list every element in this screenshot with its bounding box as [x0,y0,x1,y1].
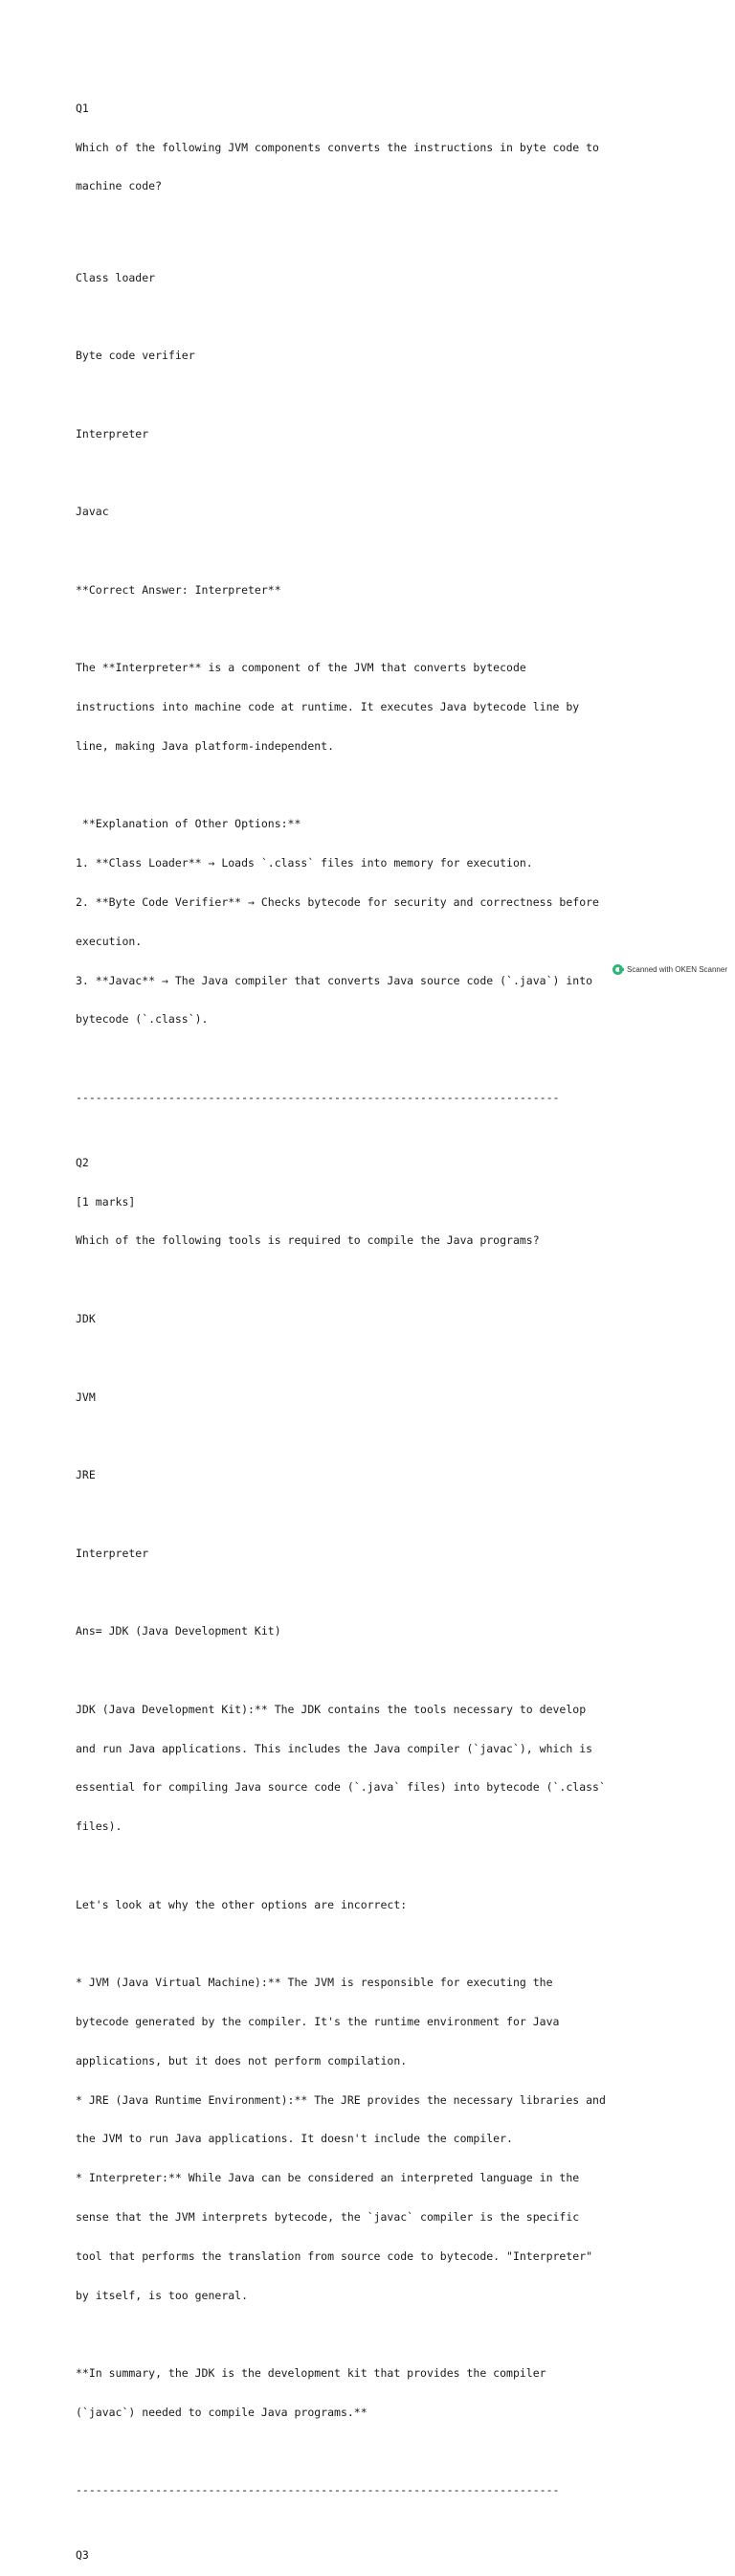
q2-why-line: sense that the JVM interprets bytecode, the `javac` compiler is the specific [76,2209,580,2224]
q1-other-options-heading: **Explanation of Other Options:** [76,817,301,831]
q1-other-option-line: 2. **Byte Code Verifier** → Checks bytecode for security and correctness before [76,895,599,909]
q2-summary-line: (`javac`) needed to compile Java programs.** [76,2405,368,2419]
q1-question-line: machine code? [76,179,163,193]
scanner-watermark [612,964,727,975]
q2-number: Q2 [76,1155,89,1169]
q2-option: Interpreter [76,1546,149,1560]
q2-explanation-line: JDK (Java Development Kit):** The JDK contains the tools necessary to develop [76,1702,587,1716]
q2-marks: [1 marks] [76,1194,136,1209]
q2-explanation-line: files). [76,1819,122,1834]
q1-option: Class loader [76,270,156,284]
section-divider: ------------------------------------------------------------------------- [76,1090,560,1104]
q1-option: Byte code verifier [76,349,195,363]
q1-explanation-line: instructions into machine code at runtime. It executes Java bytecode line by [76,700,580,714]
q1-other-option-line: 3. **Javac** → The Java compiler that converts Java source code (`.java`) into [76,973,593,987]
q1-question-line: Which of the following JVM components converts the instructions in byte code to [76,140,599,154]
q1-explanation-line: line, making Java platform-independent. [76,738,335,753]
q2-why-heading: Let's look at why the other options are incorrect: [76,1897,408,1911]
q1-option: Javac [76,505,109,519]
q2-why-line: * Interpreter:** While Java can be considered an interpreted language in the [76,2171,580,2185]
q1-other-option-line: 1. **Class Loader** → Loads `.class` files into memory for execution. [76,856,533,870]
q2-explanation-line: essential for compiling Java source code (`.java` files) into bytecode (`.class` [76,1780,606,1795]
scanner-logo-icon [612,964,623,975]
q1-explanation-line: The **Interpreter** is a component of the JVM that converts bytecode [76,661,526,675]
q1-other-option-line: execution. [76,934,143,948]
q1-other-option-line: bytecode (`.class`). [76,1012,209,1027]
q2-question: Which of the following tools is required to compile the Java programs? [76,1233,540,1248]
scanner-watermark-text: Scanned with OKEN Scanner [627,965,727,974]
q2-why-line: the JVM to run Java applications. It doesn't include the compiler. [76,2132,513,2146]
q1-number: Q1 [76,101,89,115]
q2-answer: Ans= JDK (Java Development Kit) [76,1624,281,1638]
q2-why-line: * JRE (Java Runtime Environment):** The JRE provides the necessary libraries and [76,2092,606,2107]
q2-why-line: tool that performs the translation from source code to bytecode. "Interpreter" [76,2248,593,2263]
q3-number: Q3 [76,2548,89,2563]
q2-why-line: bytecode generated by the compiler. It's the runtime environment for Java [76,2015,560,2029]
q2-option: JVM [76,1390,96,1404]
q2-option: JRE [76,1468,96,1482]
q2-summary-line: **In summary, the JDK is the development kit that provides the compiler [76,2366,546,2381]
q2-why-line: by itself, is too general. [76,2288,249,2302]
q2-explanation-line: and run Java applications. This includes the Java compiler (`javac`), which is [76,1741,593,1755]
q2-why-line: applications, but it does not perform compilation. [76,2053,408,2068]
document-page [76,63,688,2576]
q2-why-line: * JVM (Java Virtual Machine):** The JVM is responsible for executing the [76,1976,553,1990]
q2-option: JDK [76,1312,96,1325]
section-divider: ------------------------------------------------------------------------- [76,2483,560,2497]
q1-option: Interpreter [76,426,149,441]
q1-answer: **Correct Answer: Interpreter** [76,582,281,597]
